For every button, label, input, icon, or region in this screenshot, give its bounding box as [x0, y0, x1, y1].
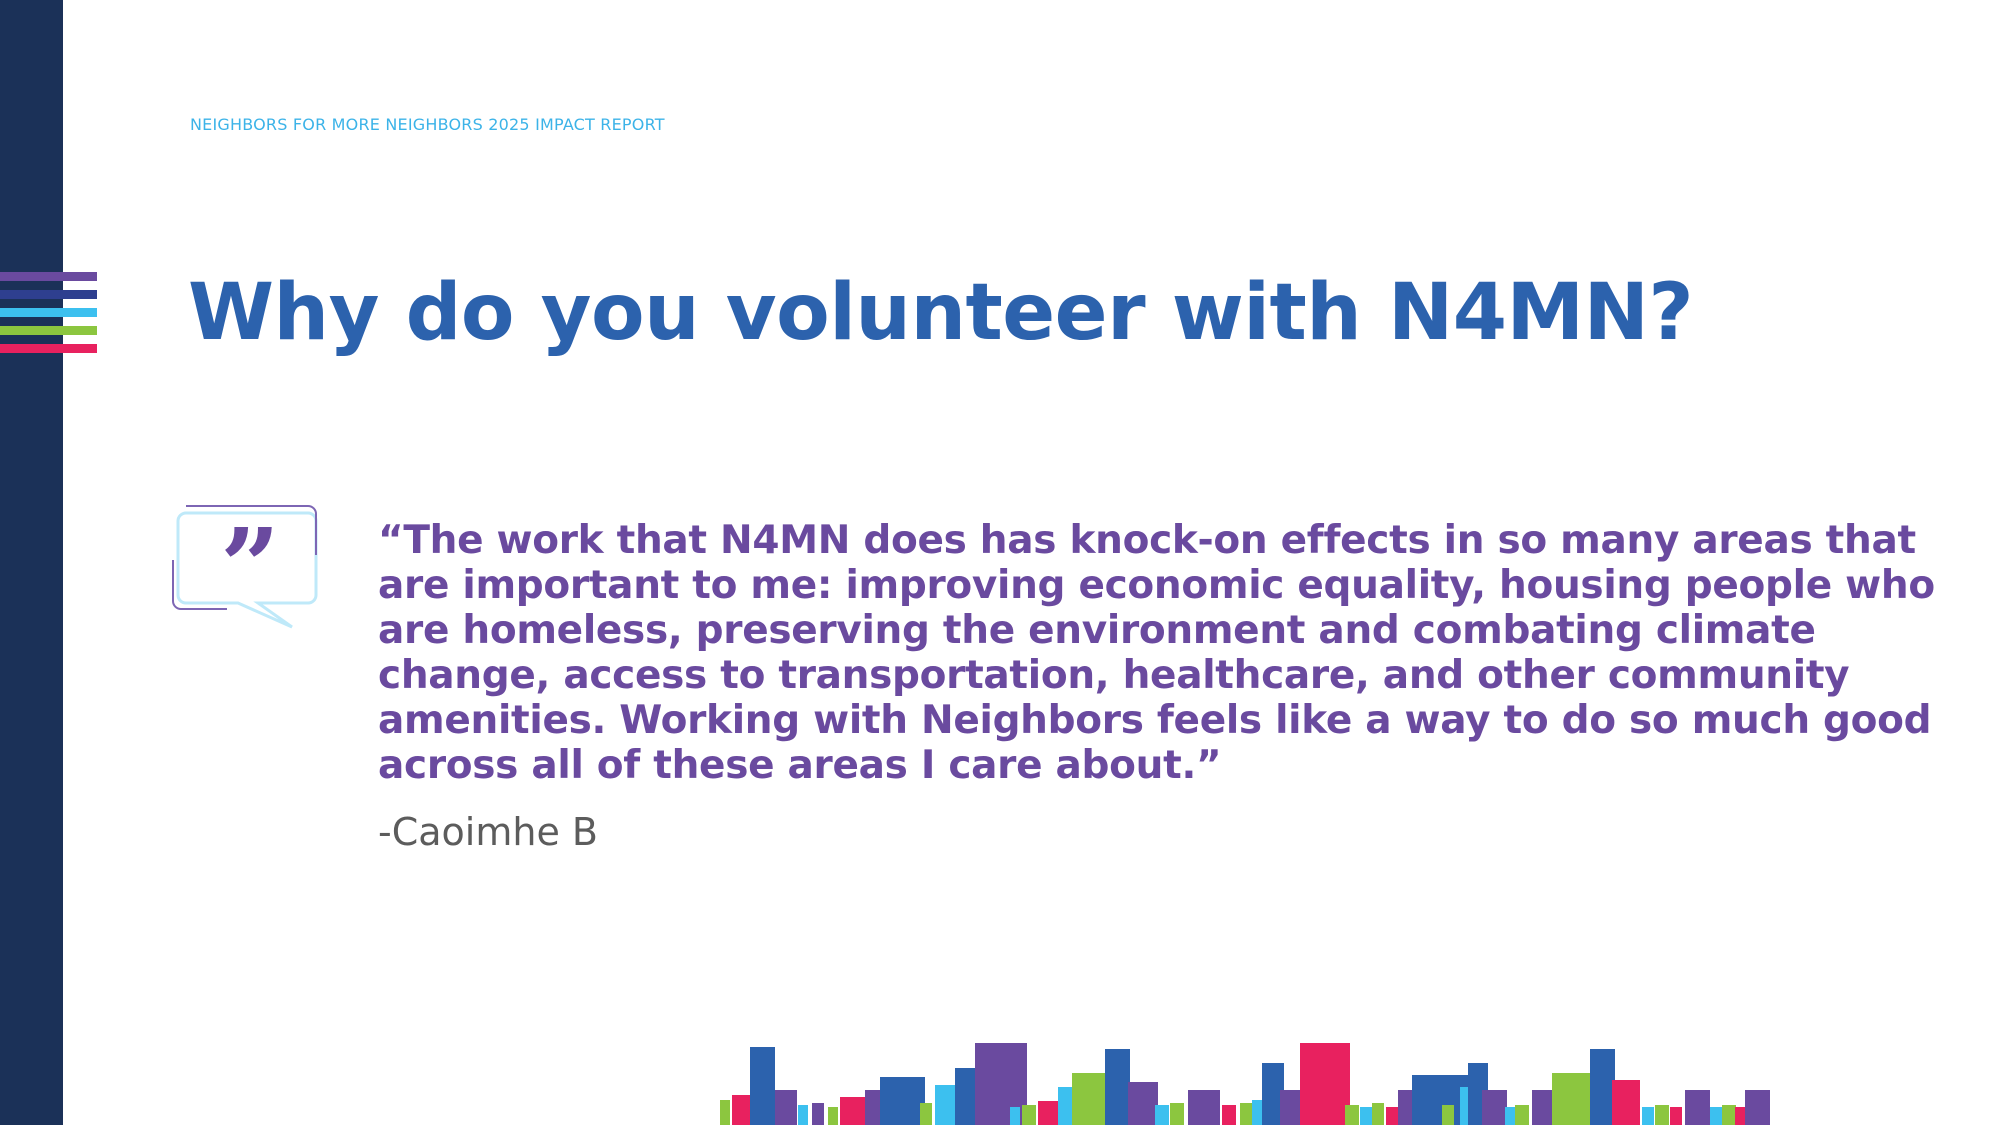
stripe-purple — [0, 272, 97, 281]
stripe-green — [0, 326, 97, 335]
speech-bubble-quote-icon — [172, 505, 324, 635]
left-sidebar-bar — [0, 0, 63, 1125]
stripe-navy — [0, 290, 97, 299]
quote-line: are important to me: improving economic equality, housing people who — [378, 563, 1935, 608]
svg-text:”: ” — [220, 505, 280, 628]
quote-attribution: -Caoimhe B — [378, 810, 598, 854]
quote-line: “The work that N4MN does has knock-on effects in so many areas that — [378, 518, 1916, 563]
quote-line: amenities. Working with Neighbors feels like a way to do so much good — [378, 698, 1932, 743]
city-skyline-illustration — [700, 1035, 1780, 1125]
color-stripes-decoration — [0, 272, 97, 362]
quote-line: across all of these areas I care about.” — [378, 743, 1222, 788]
quote-line: are homeless, preserving the environment and combating climate — [378, 608, 1816, 653]
testimonial-quote — [378, 518, 1943, 788]
stripe-light-blue — [0, 308, 97, 317]
stripe-pink — [0, 344, 97, 353]
page-title: Why do you volunteer with N4MN? — [188, 268, 1694, 358]
report-header-label: NEIGHBORS FOR MORE NEIGHBORS 2025 IMPACT REPORT — [190, 115, 665, 134]
quote-line: change, access to transportation, healthcare, and other community — [378, 653, 1850, 698]
